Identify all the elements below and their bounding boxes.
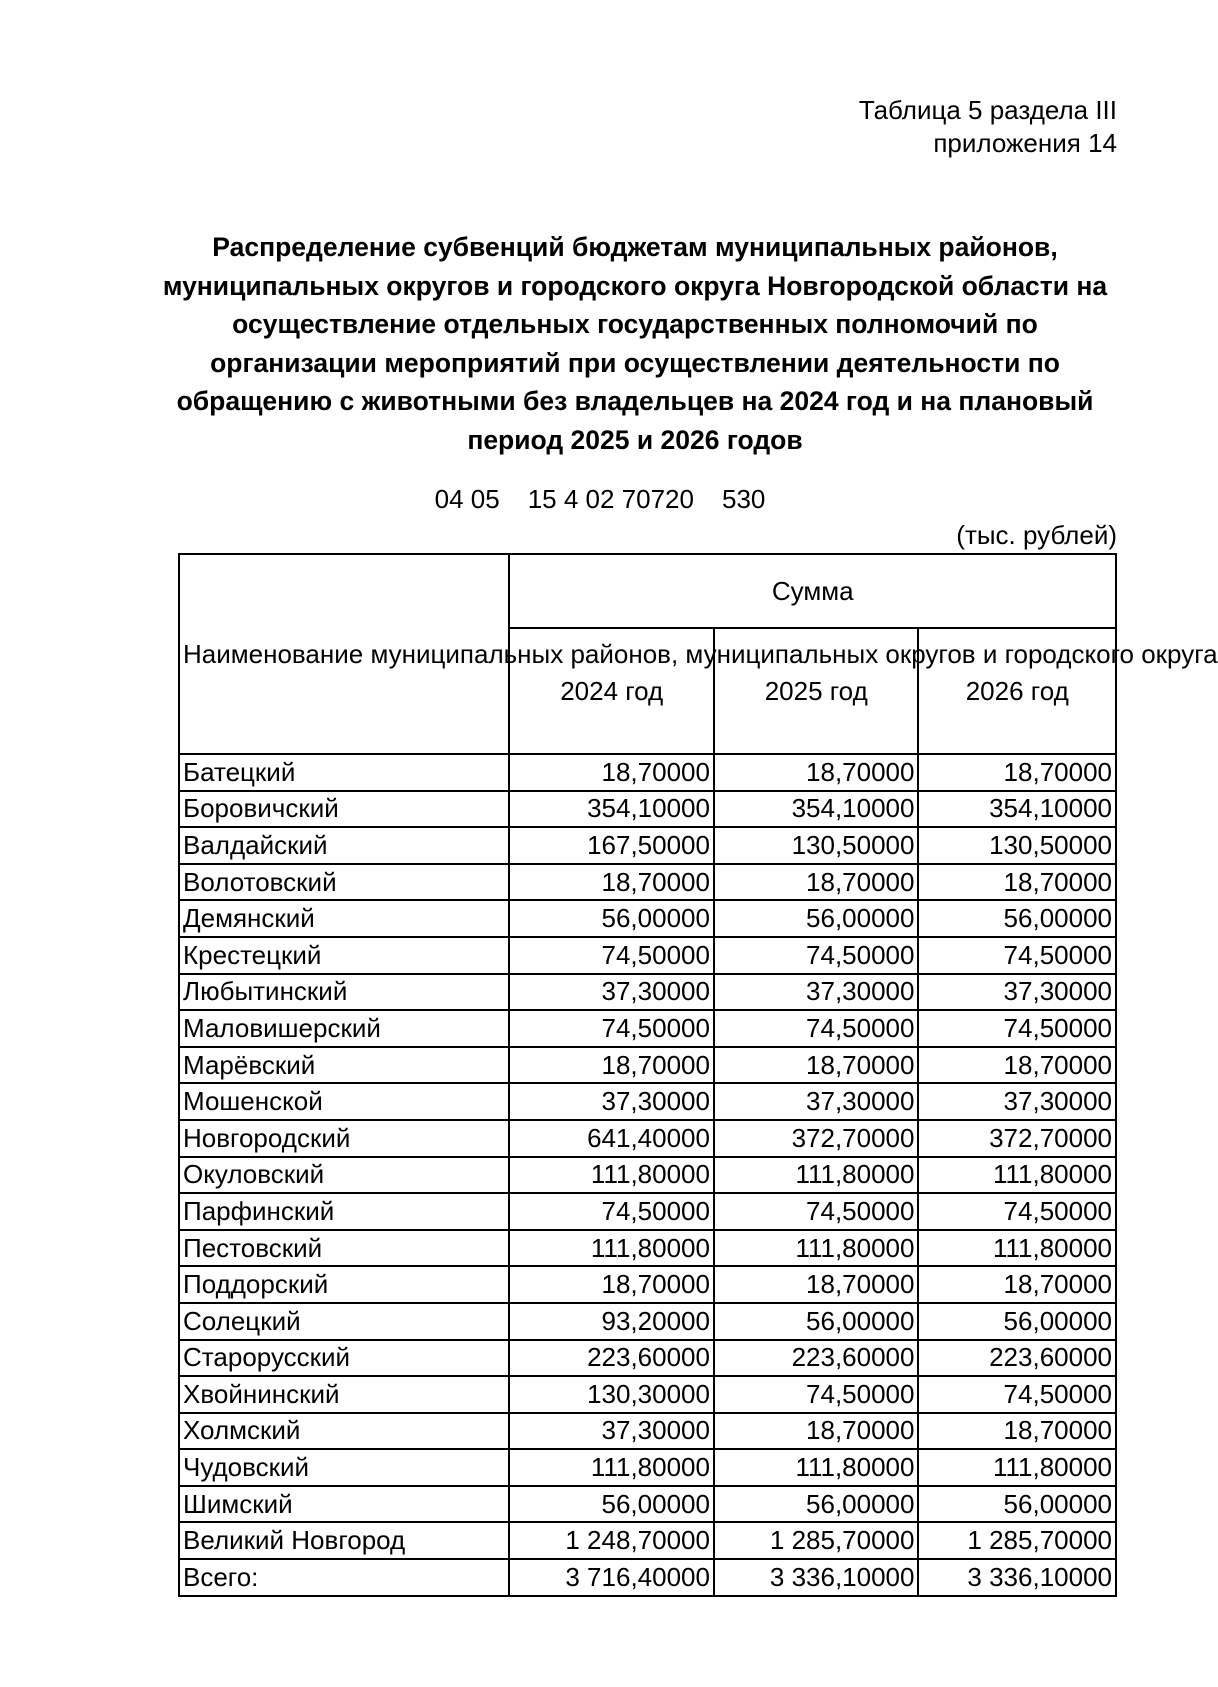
header-year-2024: 2024 год [509, 628, 714, 754]
value-2025: 18,70000 [714, 754, 919, 791]
table-row [179, 1340, 1116, 1377]
table-row [179, 827, 1116, 864]
value-2026: 372,70000 [918, 1120, 1116, 1157]
district-name: Солецкий [179, 1303, 509, 1340]
value-2024: 74,50000 [509, 1010, 714, 1047]
table-row [179, 791, 1116, 828]
value-2024: 93,20000 [509, 1303, 714, 1340]
value-2025: 37,30000 [714, 974, 919, 1011]
table-row [179, 1486, 1116, 1523]
value-2025: 18,70000 [714, 1047, 919, 1084]
value-2024: 111,80000 [509, 1449, 714, 1486]
district-name: Старорусский [179, 1340, 509, 1377]
value-2025: 130,50000 [714, 827, 919, 864]
value-2026: 56,00000 [918, 1303, 1116, 1340]
district-name: Волотовский [179, 864, 509, 901]
table-row [179, 937, 1116, 974]
value-2024: 18,70000 [509, 754, 714, 791]
value-2025: 18,70000 [714, 1413, 919, 1450]
district-name: Марёвский [179, 1047, 509, 1084]
value-2025: 1 285,70000 [714, 1522, 919, 1559]
total-label: Всего: [179, 1559, 509, 1596]
subvention-table [178, 553, 1218, 1597]
total-row [179, 1559, 1116, 1596]
table-row [179, 1230, 1116, 1267]
district-name: Крестецкий [179, 937, 509, 974]
district-name: Новгородский [179, 1120, 509, 1157]
table-row [179, 1522, 1116, 1559]
district-name: Окуловский [179, 1157, 509, 1194]
value-2026: 223,60000 [918, 1340, 1116, 1377]
value-2024: 354,10000 [509, 791, 714, 828]
header-sum: Сумма [509, 554, 1116, 628]
district-name: Холмский [179, 1413, 509, 1450]
appendix-note-line-1: Таблица 5 раздела III [858, 95, 1117, 125]
table-row [179, 1449, 1116, 1486]
document-title [160, 228, 1110, 459]
value-2025: 111,80000 [714, 1449, 919, 1486]
value-2026: 37,30000 [918, 974, 1116, 1011]
value-2026: 18,70000 [918, 754, 1116, 791]
value-2024: 641,40000 [509, 1120, 714, 1157]
district-name: Хвойнинский [179, 1376, 509, 1413]
header-name: Наименование муниципальных районов, муниципальных округов и городского округа [179, 554, 509, 754]
district-name: Мошенской [179, 1083, 509, 1120]
value-2026: 111,80000 [918, 1230, 1116, 1267]
value-2026: 37,30000 [918, 1083, 1116, 1120]
table-row [179, 1083, 1116, 1120]
value-2024: 111,80000 [509, 1157, 714, 1194]
value-2026: 74,50000 [918, 1010, 1116, 1047]
title-line: Распределение субвенций бюджетам муниципальных районов, [212, 232, 1058, 262]
value-2024: 74,50000 [509, 937, 714, 974]
district-name: Батецкий [179, 754, 509, 791]
value-2025: 56,00000 [714, 1486, 919, 1523]
value-2026: 74,50000 [918, 937, 1116, 974]
value-2025: 74,50000 [714, 1193, 919, 1230]
table-row [179, 1376, 1116, 1413]
district-name: Чудовский [179, 1449, 509, 1486]
value-2026: 18,70000 [918, 1413, 1116, 1450]
table-row [179, 1266, 1116, 1303]
value-2024: 18,70000 [509, 1266, 714, 1303]
value-2024: 56,00000 [509, 900, 714, 937]
table-row [179, 900, 1116, 937]
value-2026: 56,00000 [918, 1486, 1116, 1523]
section-code: 04 05 [434, 484, 500, 514]
district-name: Пестовский [179, 1230, 509, 1267]
value-2025: 111,80000 [714, 1157, 919, 1194]
value-2024: 37,30000 [509, 1083, 714, 1120]
value-2025: 372,70000 [714, 1120, 919, 1157]
district-name: Шимский [179, 1486, 509, 1523]
value-2024: 18,70000 [509, 864, 714, 901]
header-year-2025: 2025 год [714, 628, 919, 754]
appendix-note-line-2: приложения 14 [933, 128, 1117, 158]
value-2024: 37,30000 [509, 974, 714, 1011]
value-2026: 111,80000 [918, 1157, 1116, 1194]
header-year-2026: 2026 год [918, 628, 1116, 754]
value-2026: 74,50000 [918, 1193, 1116, 1230]
title-line: муниципальных округов и городского округа Новгородской области на [162, 270, 1108, 301]
total-2024: 3 716,40000 [509, 1559, 714, 1596]
value-2024: 74,50000 [509, 1193, 714, 1230]
district-name: Маловишерский [179, 1010, 509, 1047]
value-2024: 111,80000 [509, 1230, 714, 1267]
district-name: Демянский [179, 900, 509, 937]
value-2025: 56,00000 [714, 900, 919, 937]
table-row [179, 1010, 1116, 1047]
value-2025: 111,80000 [714, 1230, 919, 1267]
district-name: Парфинский [179, 1193, 509, 1230]
value-2024: 18,70000 [509, 1047, 714, 1084]
table-row [179, 1047, 1116, 1084]
value-2025: 56,00000 [714, 1303, 919, 1340]
value-2024: 37,30000 [509, 1413, 714, 1450]
value-2026: 130,50000 [918, 827, 1116, 864]
title-line: организации мероприятий при осуществлении деятельности по [210, 347, 1060, 378]
value-2025: 18,70000 [714, 864, 919, 901]
value-2025: 18,70000 [714, 1266, 919, 1303]
district-name: Великий Новгород [179, 1522, 509, 1559]
value-2026: 111,80000 [918, 1449, 1116, 1486]
table-row [179, 754, 1116, 791]
expense-type-code: 530 [721, 484, 766, 514]
value-2025: 37,30000 [714, 1083, 919, 1120]
total-2026: 3 336,10000 [918, 1559, 1116, 1596]
value-2026: 18,70000 [918, 1047, 1116, 1084]
value-2025: 223,60000 [714, 1340, 919, 1377]
table-row [179, 974, 1116, 1011]
title-line: обращению с животными без владельцев на 2024 год и на плановый [176, 386, 1094, 416]
title-line: осуществление отдельных государственных полномочий по [232, 309, 1038, 339]
budget-classification-codes [0, 484, 1200, 514]
title-line: период 2025 и 2026 годов [467, 424, 803, 455]
units-label: (тыс. рублей) [956, 520, 1117, 550]
table-row [179, 1193, 1116, 1230]
value-2025: 354,10000 [714, 791, 919, 828]
value-2025: 74,50000 [714, 1010, 919, 1047]
value-2025: 74,50000 [714, 1376, 919, 1413]
table-row [179, 1157, 1116, 1194]
district-name: Боровичский [179, 791, 509, 828]
table-body [179, 754, 1116, 1559]
value-2026: 1 285,70000 [918, 1522, 1116, 1559]
value-2026: 18,70000 [918, 1266, 1116, 1303]
value-2026: 56,00000 [918, 900, 1116, 937]
value-2024: 223,60000 [509, 1340, 714, 1377]
table-row [179, 864, 1116, 901]
district-name: Поддорский [179, 1266, 509, 1303]
value-2024: 130,30000 [509, 1376, 714, 1413]
table-row [179, 1413, 1116, 1450]
table-row [179, 1120, 1116, 1157]
value-2026: 354,10000 [918, 791, 1116, 828]
value-2026: 74,50000 [918, 1376, 1116, 1413]
value-2024: 56,00000 [509, 1486, 714, 1523]
value-2026: 18,70000 [918, 864, 1116, 901]
target-code: 15 4 02 70720 [527, 484, 694, 514]
appendix-note [859, 94, 1117, 160]
value-2025: 74,50000 [714, 937, 919, 974]
district-name: Любытинский [179, 974, 509, 1011]
district-name: Валдайский [179, 827, 509, 864]
value-2024: 1 248,70000 [509, 1522, 714, 1559]
table-row [179, 1303, 1116, 1340]
value-2024: 167,50000 [509, 827, 714, 864]
total-2025: 3 336,10000 [714, 1559, 919, 1596]
